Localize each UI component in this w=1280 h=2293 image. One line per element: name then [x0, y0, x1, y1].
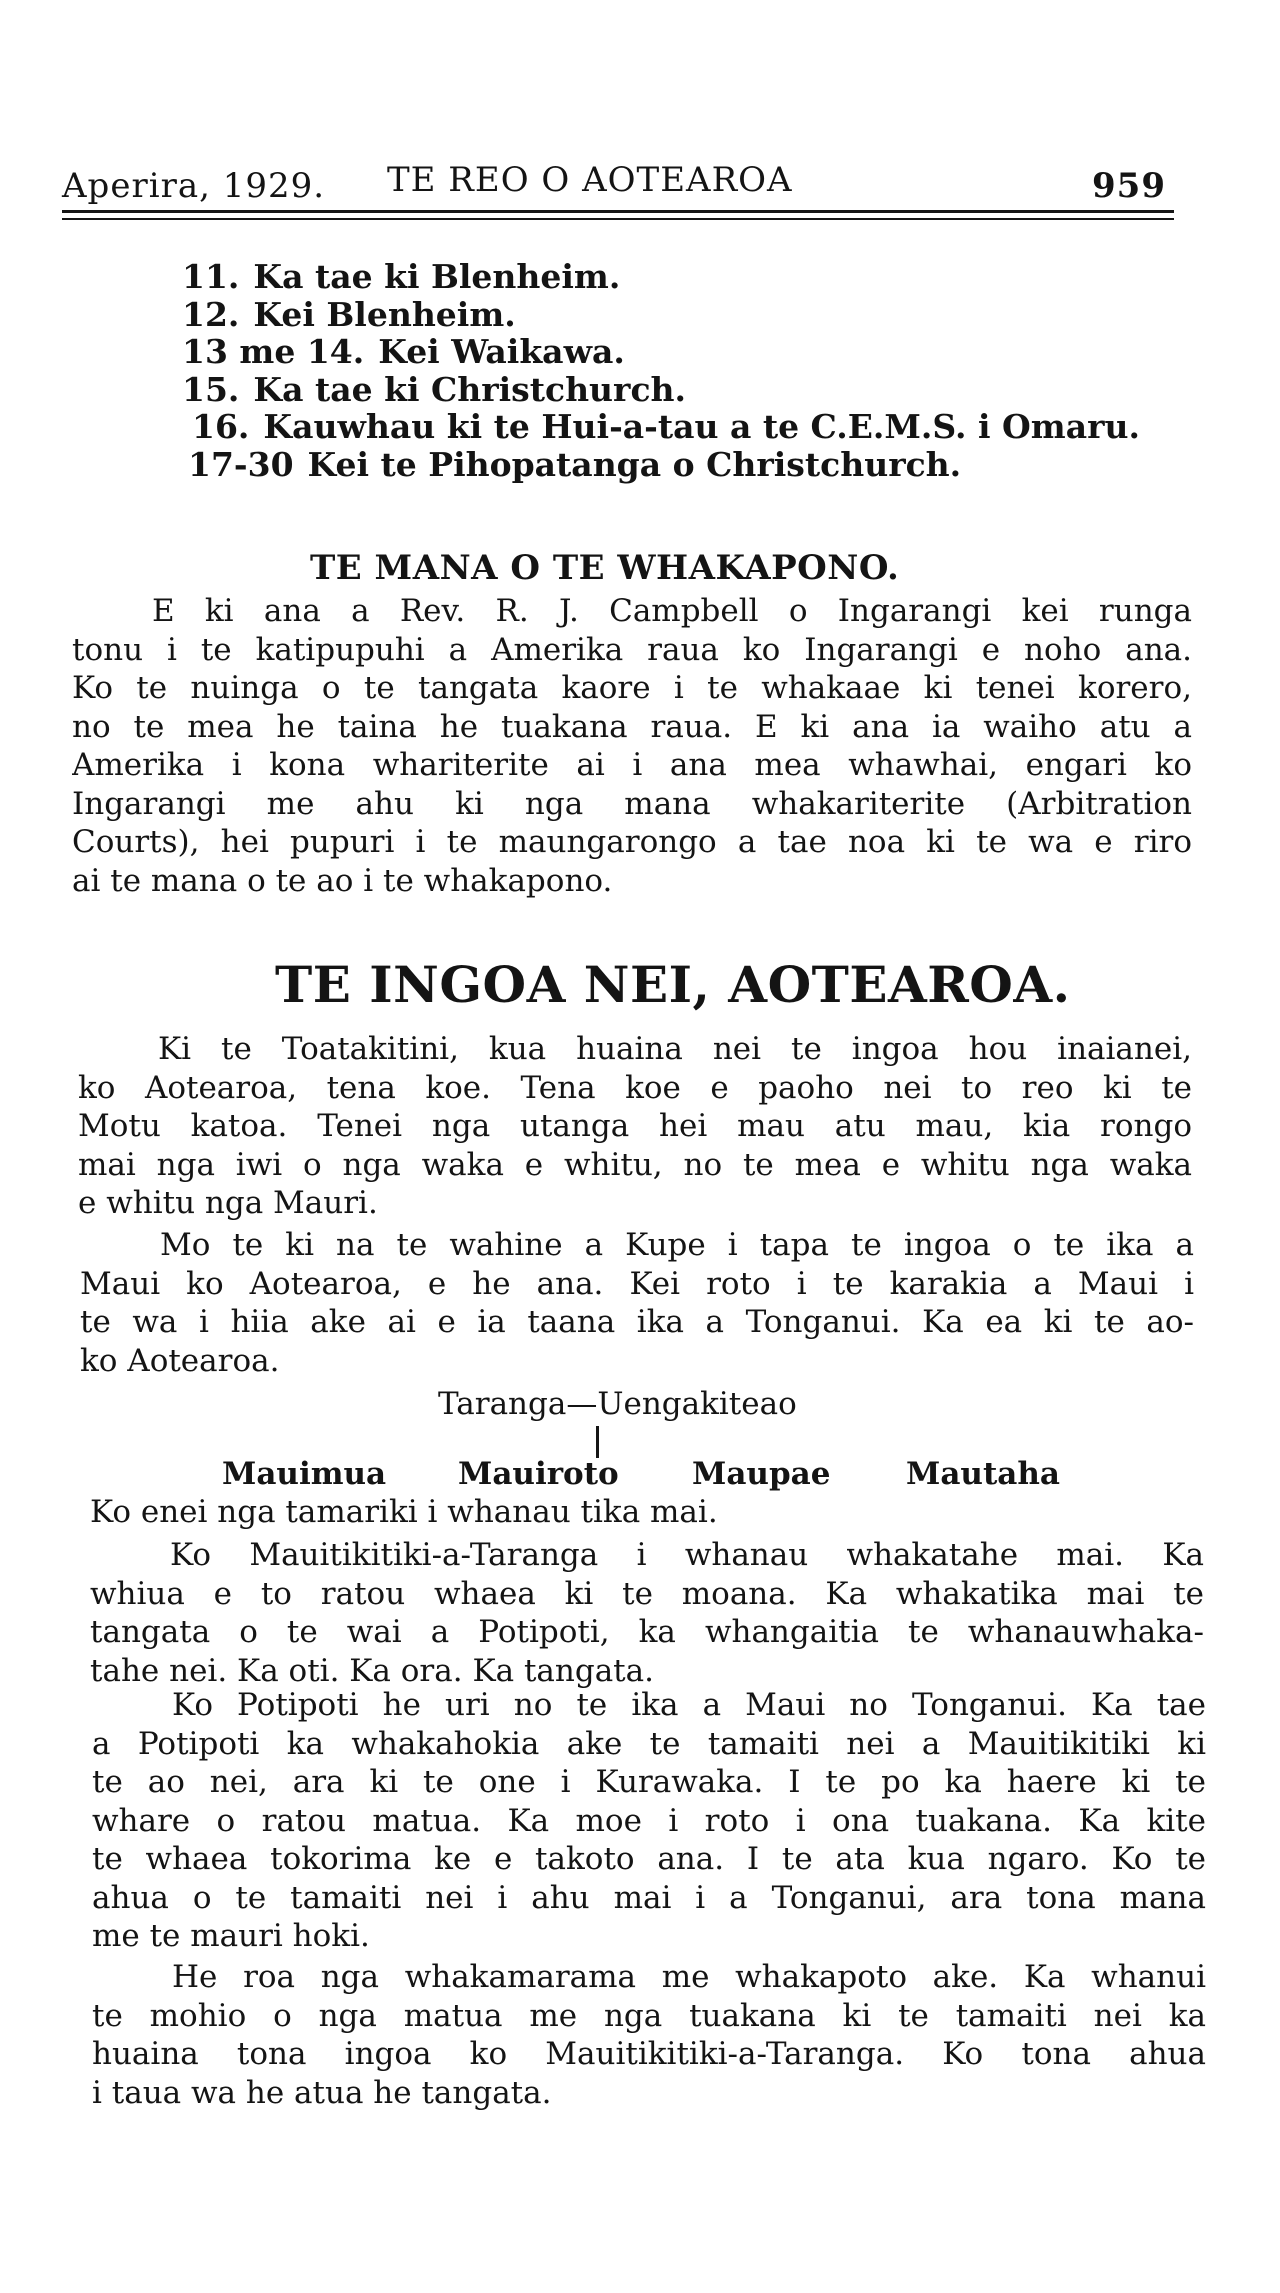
genealogy-children [0, 1456, 1280, 1496]
schedule-list [182, 258, 1140, 483]
text-line: mai nga iwi o nga waka e whitu, no te mea e whitu nga waka [78, 1146, 1192, 1183]
text-line: te mohio o nga matua me nga tuakana ki te tamaiti nei ka [92, 1997, 1206, 2034]
list-item-number: 13 me 14. [182, 332, 365, 371]
paragraph-toatakitini [78, 1030, 1192, 1223]
text-line: He roa nga whakamarama me whakapoto ake. Ka whanui [172, 1959, 1206, 1995]
list-item-text: Kei Waikawa. [378, 332, 625, 371]
genealogy-caption: Ko enei nga tamariki i whanau tika mai. [90, 1494, 718, 1530]
header-rule-bottom [62, 218, 1174, 220]
paragraph-mauitikitiki [90, 1536, 1204, 1690]
paragraph-whakamarama [92, 1958, 1206, 2112]
text-line: Amerika i kona whariterite ai i ana mea whawhai, engari ko [72, 747, 1192, 783]
list-item-text: Kei te Pihopatanga o Christchurch. [307, 444, 962, 484]
text-line: Ko Potipoti he uri no te ika a Maui no Tonganui. Ka tae [172, 1687, 1206, 1723]
text-line: whiua e to ratou whaea ki te moana. Ka whakatika mai te [90, 1575, 1204, 1612]
page-number: 959 [1092, 166, 1166, 206]
text-line: te ao nei, ara ki te one i Kurawaka. I te po ka haere ki te [92, 1764, 1206, 1800]
text-line: whare o ratou matua. Ka moe i roto i ona tuakana. Ka kite [92, 1802, 1206, 1839]
list-item [192, 408, 1140, 446]
text-line: Courts), hei pupuri i te maungarongo a tae noa ki te wa e riro [72, 824, 1192, 860]
list-item [182, 296, 1140, 334]
text-line: E ki ana a Rev. R. J. Campbell o Ingarangi kei runga [152, 593, 1192, 629]
text-line: e whitu nga Mauri. [78, 1185, 378, 1221]
header-date: Aperira, 1929. [62, 166, 326, 206]
text-line: ai te mana o te ao i te whakapono. [72, 862, 613, 899]
paragraph-kupe [80, 1226, 1194, 1380]
text-line: tonu i te katipupuhi a Amerika raua ko Ingarangi e noho ana. [72, 631, 1192, 668]
genealogy-child: Mauimua [222, 1456, 387, 1492]
genealogy-child: Mauiroto [458, 1456, 619, 1492]
text-line: Motu katoa. Tenei nga utanga hei mau atu mau, kia rongo [78, 1108, 1192, 1144]
text-line: tahe nei. Ka oti. Ka ora. Ka tangata. [90, 1652, 654, 1689]
text-line: Maui ko Aotearoa, e he ana. Kei roto i te karakia a Maui i [80, 1265, 1194, 1302]
text-line: te wa i hiia ake ai e ia taana ika a Tonganui. Ka ea ki te ao- [80, 1304, 1194, 1340]
list-item [182, 333, 1140, 371]
text-line: ahua o te tamaiti nei i ahu mai i a Tonganui, ara tona mana [92, 1879, 1206, 1916]
list-item-number: 11. [182, 257, 240, 296]
text-line: Ki te Toatakitini, kua huaina nei te ingoa hou inaianei, [158, 1031, 1192, 1067]
text-line: te whaea tokorima ke e takoto ana. I te ata kua ngaro. Ko te [92, 1841, 1206, 1877]
text-line: huaina tona ingoa ko Mauitikitiki-a-Taranga. Ko tona ahua [92, 2036, 1206, 2072]
text-line: tangata o te wai a Potipoti, ka whangaitia te whanauwhaka- [90, 1614, 1204, 1650]
header-rule-top [62, 210, 1174, 213]
list-item-text: Kei Blenheim. [253, 294, 516, 334]
text-line: Ingarangi me ahu ki nga mana whakariterite (Arbitration [72, 785, 1192, 822]
list-item-number: 17-30 [188, 444, 294, 484]
text-line: ko Aotearoa, tena koe. Tena koe e paoho nei to reo ki te [78, 1069, 1192, 1106]
text-line: Ko te nuinga o te tangata kaore i te whakaae ki tenei korero, [72, 670, 1192, 706]
text-line: ko Aotearoa. [80, 1342, 280, 1379]
list-item [188, 446, 1140, 484]
list-item [182, 258, 1140, 296]
text-line: a Potipoti ka whakahokia ake te tamaiti nei a Mauitikitiki ki [92, 1725, 1206, 1762]
section-heading-aotearoa: TE INGOA NEI, AOTEAROA. [275, 955, 1071, 1014]
genealogy-line [596, 1426, 599, 1458]
running-header [62, 160, 1172, 216]
text-line: me te mauri hoki. [92, 1918, 370, 1954]
text-line: Mo te ki na te wahine a Kupe i tapa te ingoa o te ika a [160, 1227, 1194, 1263]
list-item-number: 15. [182, 369, 240, 409]
list-item-text: Ka tae ki Blenheim. [253, 257, 621, 296]
list-item [182, 371, 1140, 409]
text-line: i taua wa he atua he tangata. [92, 2074, 552, 2111]
genealogy-child: Mautaha [906, 1456, 1060, 1492]
genealogy-child: Maupae [692, 1456, 831, 1492]
list-item-text: Kauwhau ki te Hui-a-tau a te C.E.M.S. i Omaru. [263, 407, 1140, 446]
list-item-number: 12. [182, 294, 240, 334]
text-line: Ko Mauitikitiki-a-Taranga i whanau whakatahe mai. Ka [170, 1537, 1204, 1573]
genealogy-parents: Taranga—Uengakiteao [438, 1386, 797, 1422]
list-item-number: 16. [192, 407, 250, 446]
header-title: TE REO O AOTEAROA [387, 160, 793, 200]
paragraph-mana [72, 592, 1192, 900]
section-heading-mana: TE MANA O TE WHAKAPONO. [310, 548, 900, 588]
list-item-text: Ka tae ki Christchurch. [253, 369, 687, 409]
paragraph-potipoti [92, 1686, 1206, 1956]
text-line: no te mea he taina he tuakana raua. E ki ana ia waiho atu a [72, 708, 1192, 745]
